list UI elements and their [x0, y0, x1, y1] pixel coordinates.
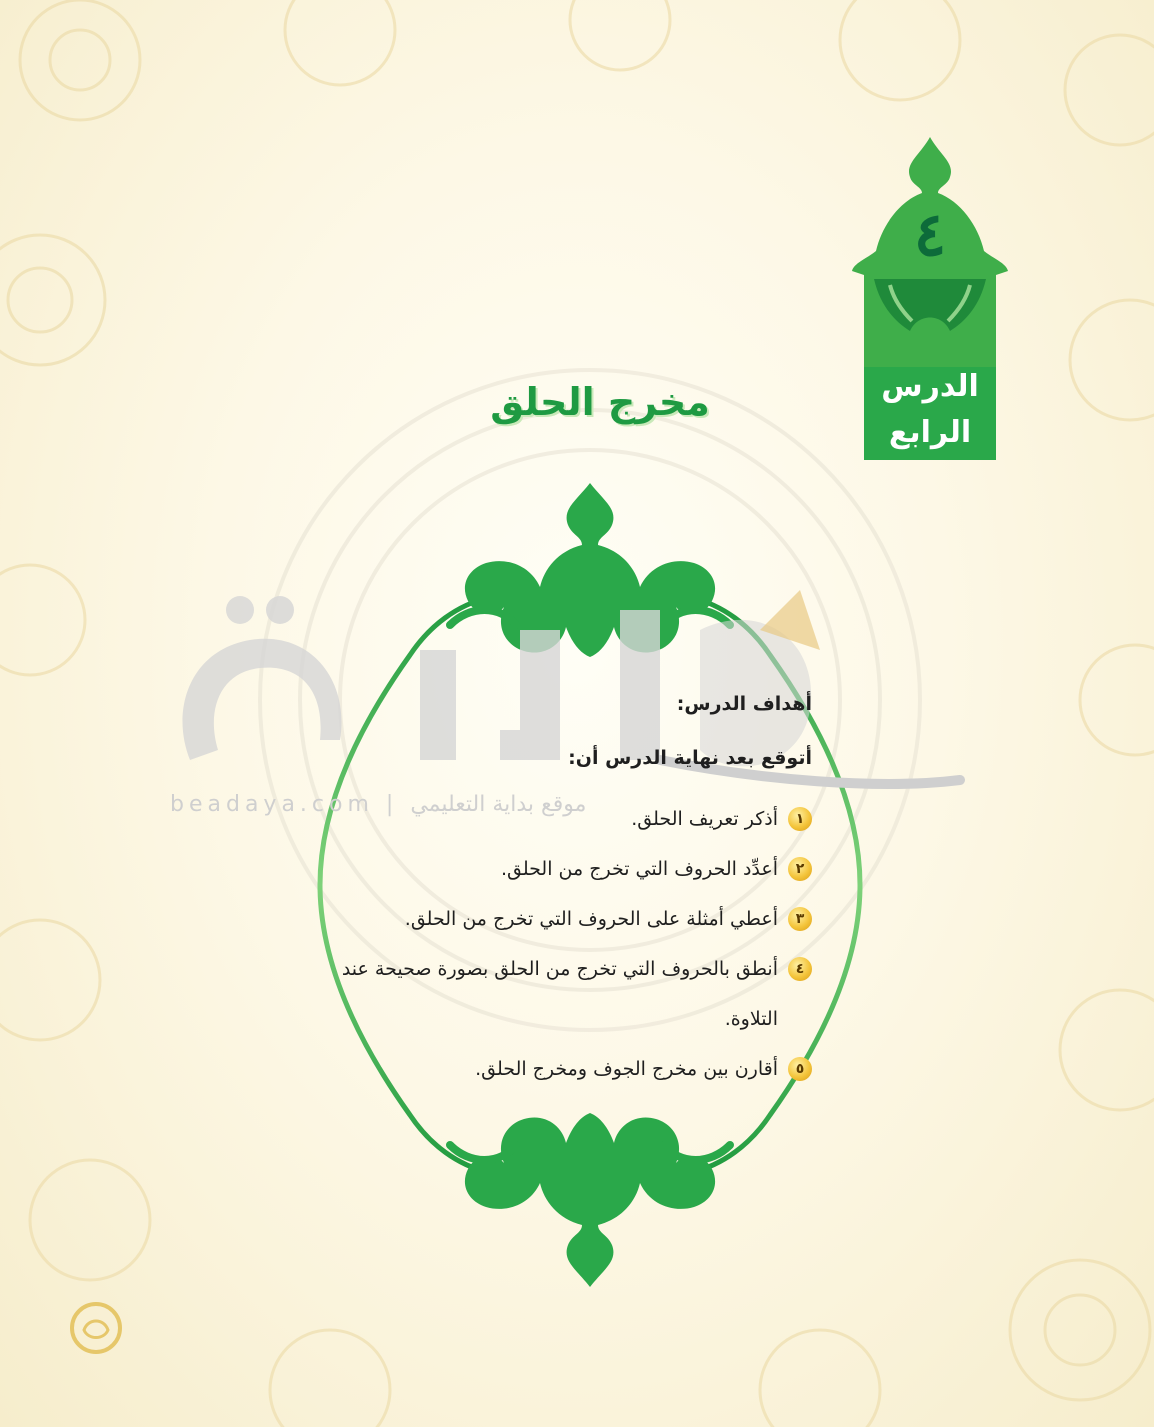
objective-item — [340, 1044, 812, 1094]
objective-item — [340, 944, 812, 1044]
lesson-ordinal: الرابع — [888, 415, 972, 450]
page-title: مخرج الحلق — [490, 380, 710, 424]
objectives-heading: أهداف الدرس: — [676, 693, 812, 715]
lesson-label: الدرس — [881, 369, 979, 404]
objective-text: أنطق بالحروف التي تخرج من الحلق بصورة صحيحة عند التلاوة. — [341, 958, 778, 1030]
lesson-badge — [850, 135, 1010, 460]
objectives-section — [340, 690, 812, 1094]
objective-item — [340, 844, 812, 894]
objective-text: أقارن بين مخرج الجوف ومخرج الحلق. — [475, 1058, 778, 1080]
objective-text: أذكر تعريف الحلق. — [631, 808, 778, 830]
objective-item — [340, 794, 812, 844]
objective-number: ٣ — [788, 907, 812, 931]
objectives-list — [340, 794, 812, 1094]
objective-number: ٥ — [788, 1057, 812, 1081]
objective-item — [340, 894, 812, 944]
lesson-number: ٤ — [913, 200, 947, 270]
objectives-intro: أتوقع بعد نهاية الدرس أن: — [568, 747, 812, 769]
objective-number: ١ — [788, 807, 812, 831]
objective-text: أعطي أمثلة على الحروف التي تخرج من الحلق. — [404, 908, 778, 930]
page-ornament-icon — [68, 1300, 124, 1356]
objective-number: ٢ — [788, 857, 812, 881]
objective-number: ٤ — [788, 957, 812, 981]
watermark-text: beadaya.com | موقع بداية التعليمي — [170, 792, 587, 817]
objective-text: أعدِّد الحروف التي تخرج من الحلق. — [500, 858, 778, 880]
